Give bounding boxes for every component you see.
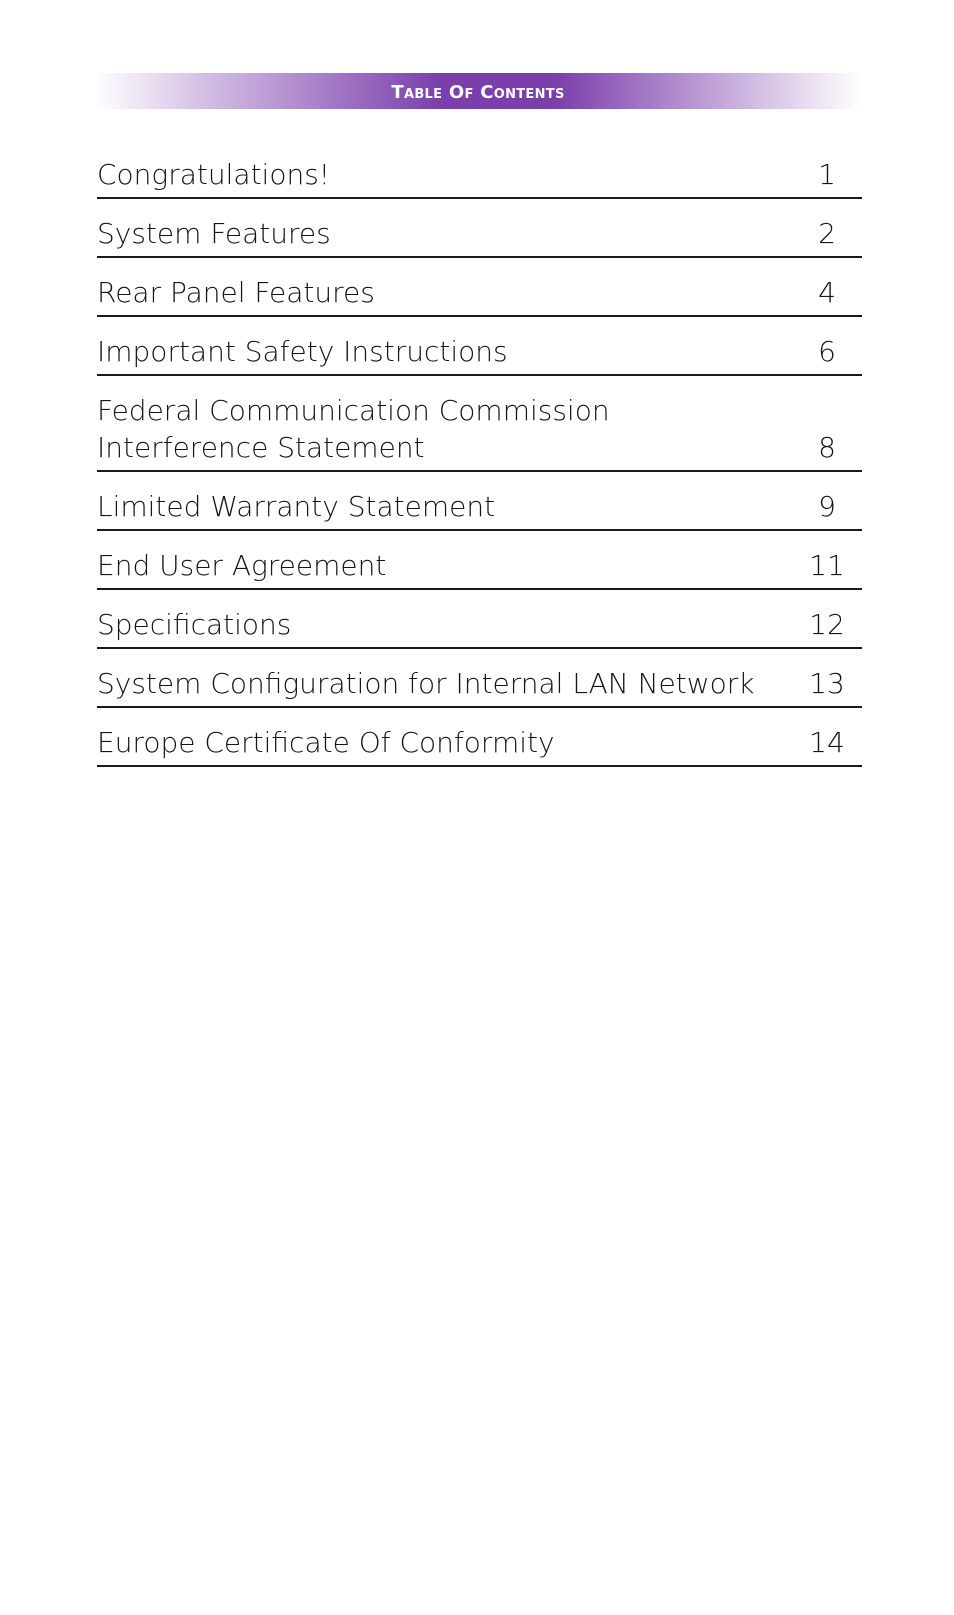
toc-entry-page: 9 — [818, 490, 836, 523]
toc-entry-title: Congratulations! — [97, 158, 331, 191]
page-title: Table Of Contents — [391, 81, 565, 103]
toc-entry-title: Important Safety Instructions — [97, 335, 508, 368]
toc-entry-title: System Features — [97, 217, 331, 250]
toc-entry-title: Rear Panel Features — [97, 276, 375, 309]
toc-entry-page: 4 — [818, 276, 836, 309]
toc-entry-page: 13 — [809, 667, 845, 700]
toc-entry[interactable] — [97, 547, 862, 590]
toc-entry-title: End User Agreement — [97, 549, 387, 582]
toc-entry-title: System Configuration for Internal LAN Network — [97, 667, 755, 700]
toc-entry[interactable] — [97, 274, 862, 317]
toc-entry-page: 2 — [818, 217, 836, 250]
toc-entry-page: 1 — [818, 158, 836, 191]
toc-entry[interactable] — [97, 665, 862, 708]
toc-entry-page: 12 — [809, 608, 845, 641]
toc-entry-page: 8 — [818, 431, 836, 464]
toc-entry[interactable] — [97, 724, 862, 767]
toc-entry[interactable] — [97, 333, 862, 376]
toc-entry-title: Europe Certificate Of Conformity — [97, 726, 555, 759]
toc-entry-page: 6 — [818, 335, 836, 368]
toc-entry-title: Limited Warranty Statement — [97, 490, 496, 523]
toc-entry-page: 14 — [809, 726, 845, 759]
toc-entry-title: Federal Communication Commission Interference Statement — [97, 394, 610, 464]
toc-entry-page: 11 — [809, 549, 845, 582]
toc-entry-title: Specifications — [97, 608, 292, 641]
table-of-contents — [97, 156, 862, 783]
toc-entry[interactable] — [97, 488, 862, 531]
toc-entry[interactable] — [97, 215, 862, 258]
toc-entry[interactable] — [97, 156, 862, 199]
toc-entry[interactable] — [97, 392, 862, 472]
toc-entry[interactable] — [97, 606, 862, 649]
header-band — [94, 73, 862, 109]
